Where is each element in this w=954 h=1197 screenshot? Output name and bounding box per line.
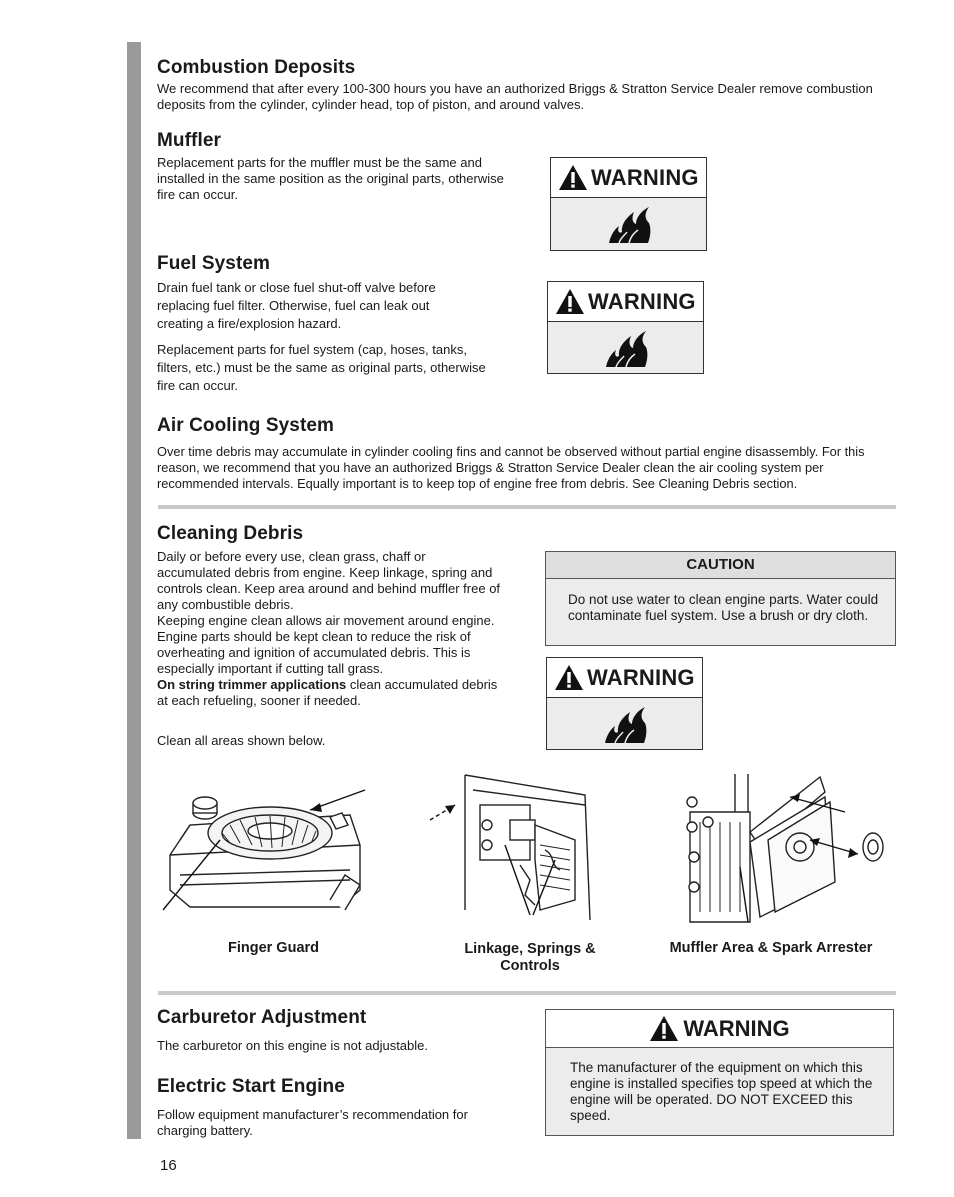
page-number: 16 xyxy=(160,1157,177,1174)
muffler-warning-box xyxy=(550,157,707,251)
warning-triangle-icon xyxy=(558,164,588,191)
string-trimmer-label: On string trimmer applications xyxy=(157,677,347,692)
muffler-title: Muffler xyxy=(157,130,222,151)
fuel-warning-box xyxy=(547,281,704,374)
section-divider xyxy=(158,505,896,509)
cleaning-text-2: Keeping engine clean allows air movement around engine. xyxy=(157,613,495,628)
page-sidebar-bar xyxy=(127,42,141,1139)
caution-title: CAUTION xyxy=(546,552,895,579)
warning-triangle-icon xyxy=(555,288,585,315)
carburetor-title: Carburetor Adjustment xyxy=(157,1007,367,1028)
section-divider xyxy=(158,991,896,995)
muffler-area-caption: Muffler Area & Spark Arrester xyxy=(669,940,873,956)
air-cooling-text: Over time debris may accumulate in cylinder cooling fins and cannot be observed without partial engine disassembly. For this reason, we recommend that you have an authorized Briggs & Stratton Service Dealer clean the air cooling system per recommended intervals. Equally important is to keep top of engine free from debris. See Cleaning Debris section. xyxy=(157,444,865,491)
cleaning-text-3: Engine parts should be kept clean to reduce the risk of overheating and ignition of accumulated debris. This is especially important if cutting tall grass. xyxy=(157,629,471,676)
warning-header xyxy=(548,282,703,322)
combustion-text: We recommend that after every 100-300 hours you have an authorized Briggs & Stratton Service Dealer remove combustion deposits from the cylinder, cylinder head, top of piston, and around valves. xyxy=(157,81,873,112)
cleaning-text-4 xyxy=(157,677,502,709)
electric-start-title: Electric Start Engine xyxy=(157,1076,345,1097)
cleaning-text-block xyxy=(157,549,502,709)
speed-warning-header xyxy=(546,1010,893,1048)
clean-all-areas-text: Clean all areas shown below. xyxy=(157,733,326,748)
warning-header xyxy=(551,158,706,198)
fuel-title: Fuel System xyxy=(157,253,271,274)
fuel-text-2: Replacement parts for fuel system (cap, hoses, tanks, filters, etc.) must be the same as original parts, otherwise fire can occur. xyxy=(157,342,486,393)
air-cooling-title: Air Cooling System xyxy=(157,415,335,436)
fire-hazard-icon xyxy=(601,704,649,744)
string-trimmer-text: clean accumulated debris at each refueling, sooner if needed. xyxy=(157,677,498,708)
muffler-area-illustration xyxy=(680,772,895,932)
speed-warning-text: The manufacturer of the equipment on which this engine is installed specifies top speed at which the engine will be operated. DO NOT EXCEED this speed. xyxy=(570,1060,873,1123)
warning-label: WARNING xyxy=(587,664,695,690)
speed-warning-title: WARNING xyxy=(683,1015,790,1041)
electric-start-text: Follow equipment manufacturer’s recommendation for charging battery. xyxy=(157,1107,468,1138)
caution-box xyxy=(545,551,896,646)
speed-warning-box xyxy=(545,1009,894,1136)
caution-text: Do not use water to clean engine parts. Water could contaminate fuel system. Use a brush or dry cloth. xyxy=(568,592,879,623)
cleaning-text-1: Daily or before every use, clean grass, chaff or accumulated debris from engine. Keep linkage, spring and controls clean. Keep area around and behind muffler free of any combustible debris. xyxy=(157,549,501,612)
linkage-illustration xyxy=(425,770,595,920)
warning-label: WARNING xyxy=(588,288,696,314)
finger-guard-caption: Finger Guard xyxy=(227,940,320,956)
finger-guard-illustration xyxy=(160,785,380,915)
fire-hazard-icon xyxy=(602,328,650,368)
cleaning-title: Cleaning Debris xyxy=(157,523,304,544)
muffler-text: Replacement parts for the muffler must be the same and installed in the same position as the original parts, otherwise fire can occur. xyxy=(157,155,504,202)
combustion-title: Combustion Deposits xyxy=(157,57,356,78)
cleaning-warning-box xyxy=(546,657,703,750)
warning-triangle-icon xyxy=(649,1015,679,1042)
warning-label: WARNING xyxy=(591,164,699,190)
fuel-text-1: Drain fuel tank or close fuel shut-off valve before replacing fuel filter. Otherwise, fuel can leak out creating a fire/explosion hazard. xyxy=(157,280,436,331)
linkage-caption: Linkage, Springs & Controls xyxy=(464,941,596,974)
fire-hazard-icon xyxy=(605,204,653,244)
carburetor-text: The carburetor on this engine is not adjustable. xyxy=(157,1038,429,1053)
warning-triangle-icon xyxy=(554,664,584,691)
warning-header xyxy=(547,658,702,698)
